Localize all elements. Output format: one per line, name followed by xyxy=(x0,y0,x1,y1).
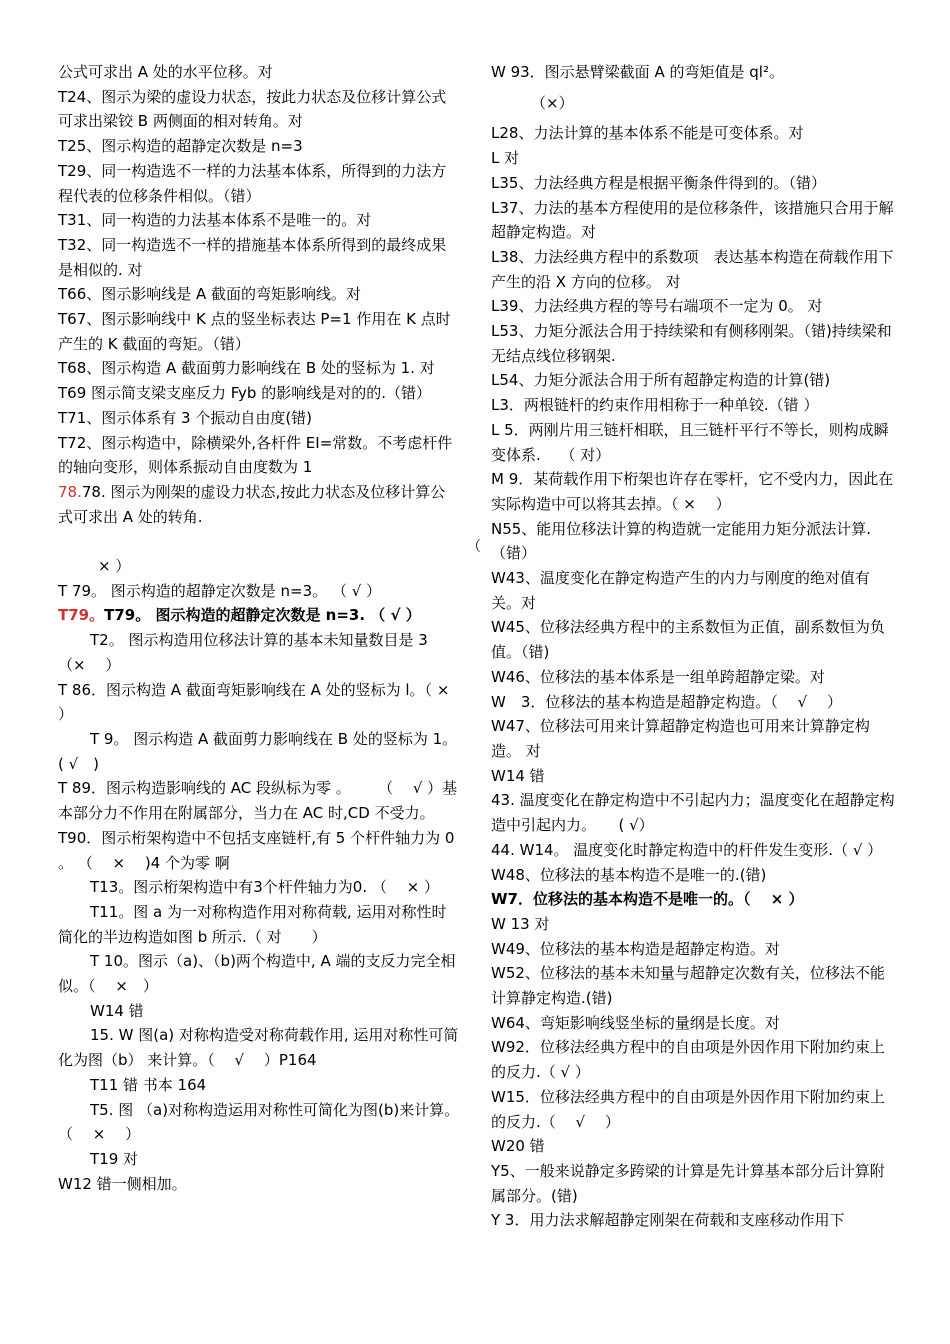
text-line: T31、同一构造的力法基本体系不是唯一的。对 xyxy=(58,211,372,230)
text-line: W49、位移法的基本构造是超静定构造。对 xyxy=(491,939,780,958)
text-line: W64、弯矩影响线竖坐标的量纲是长度。对 xyxy=(491,1013,780,1032)
text-line: T29、同一构造选不一样的力法基本体系，所得到的力法方程代表的位移条件相似。（错） xyxy=(58,161,447,205)
text-line: N55、能用位移法计算的构造就一定能用力矩分派法计算.（错） xyxy=(491,519,872,563)
text-line: T71、图示体系有 3 个振动自由度(错) xyxy=(58,408,313,427)
text-line: T5. 图 （a)对称构造运用对称性可简化为图(b)来计算。（ × ） xyxy=(58,1100,460,1144)
text-line: T67、图示影响线中 K 点的竖坐标表达 P=1 作用在 K 点时产生的 K 截面的弯矩。（错） xyxy=(58,310,451,353)
text-line: W14 错 xyxy=(90,1001,144,1020)
text-line: T2。 图示构造用位移法计算的基本未知量数目是 3 （× ） xyxy=(58,631,433,674)
text-line: （×） xyxy=(531,93,574,112)
text-line: 15. W 图(a) 对称构造受对称荷载作用, 运用对称性可简化为图（b） 来计算。（ √ ）P164 xyxy=(58,1026,459,1070)
text-line: T25、图示构造的超静定次数是 n=3 xyxy=(58,137,303,156)
text-line: L54、力矩分派法合用于所有超静定构造的计算(错) xyxy=(491,371,831,390)
text-line: T 10。图示（a)、（b)两个构造中, A 端的支反力完全相似。（ × ） xyxy=(58,952,456,996)
right-column xyxy=(491,60,896,1233)
text-line: W92．位移法经典方程中的自由项是外因作用下附加约束上的反力.（ √ ） xyxy=(491,1038,885,1082)
text-line: T 89．图示构造影响线的 AC 段纵标为零 。 （ √ ）基本部分力不作用在附属部分，当力在 AC 时,CD 不受力。 xyxy=(58,779,458,823)
text-line: W48、位移法的基本构造不是唯一的.(错) xyxy=(491,865,767,884)
text-line: L28、力法计算的基本体系不能是可变体系。对 xyxy=(491,124,804,143)
stray-paren: （ xyxy=(467,539,481,555)
text-line: L38、力法经典方程中的系数项 表达基本构造在荷载作用下产生的沿 X 方向的位移。 对 xyxy=(491,247,894,291)
text-line: T66、图示影响线是 A 截面的弯矩影响线。对 xyxy=(58,285,362,304)
text-line: W46、位移法的基本体系是一组单跨超静定梁。对 xyxy=(491,667,825,686)
text-line: L53、力矩分派法合用于持续梁和有侧移刚架。（错)持续梁和无结点线位移钢架. xyxy=(491,322,892,365)
left-column xyxy=(58,60,460,1196)
text-line: T72、图示构造中，除横梁外,各杆件 EI=常数。不考虑杆件的轴向变形，则体系振动自由度数为 1 xyxy=(58,433,453,477)
text-line: L35、力法经典方程是根据平衡条件得到的。（错） xyxy=(491,173,826,192)
text-line: L37、力法的基本方程使用的是位移条件，该措施只合用于解超静定构造。对 xyxy=(491,198,894,242)
text-line: W7．位移法的基本构造不是唯一的。（ × ） xyxy=(491,890,804,909)
text-line: W15．位移法经典方程中的自由项是外因作用下附加约束上的反力.（ √ ） xyxy=(491,1087,885,1131)
text-line: T11 错 书本 164 xyxy=(90,1075,207,1094)
text-line: T 9。 图示构造 A 截面剪力影响线在 B 处的竖标为 1。( √ ) xyxy=(58,729,458,773)
text-line: L 5．两刚片用三链杆相联，且三链杆平行不等长，则构成瞬变体系. （ 对） xyxy=(491,420,889,464)
text-line: T11。图 a 为一对称构造作用对称荷载, 运用对称性时简化的半边构造如图 b 所示.（ 对 ） xyxy=(58,902,447,946)
text-line: L39、力法经典方程的等号右端项不一定为 0。 对 xyxy=(491,297,823,316)
text-line: T90．图示桁架构造中不包括支座链杆,有 5 个杆件轴力为 0 。 （ × )4 个为零 啊 xyxy=(58,828,460,872)
blank-line xyxy=(58,529,460,554)
text-line: W47、位移法可用来计算超静定构造也可用来计算静定构造。 对 xyxy=(491,717,870,760)
text-line: Y 3．用力法求解超静定刚架在荷载和支座移动作用下 xyxy=(491,1211,845,1230)
text-line: W43、温度变化在静定构造产生的内力与刚度的绝对值有关。对 xyxy=(491,569,870,612)
text-line: T19 对 xyxy=(90,1149,139,1168)
text-line: Y5、一般来说静定多跨梁的计算是先计算基本部分后计算附属部分。(错) xyxy=(491,1161,885,1205)
text-line: W52、位移法的基本未知量与超静定次数有关，位移法不能计算静定构造.(错) xyxy=(491,964,885,1008)
text-line: T13。图示桁架构造中有3个杆件轴力为0. （ × ） xyxy=(90,878,439,897)
question-text: T79。 图示构造的超静定次数是 n=3. （ √ ） xyxy=(104,606,421,625)
text-line: W 3．位移法的基本构造是超静定构造。（ √ ） xyxy=(491,692,842,711)
text-line: T 79。 图示构造的超静定次数是 n=3。 （ √ ） xyxy=(58,581,382,600)
question-text: 78. 图示为刚架的虚设力状态,按此力状态及位移计算公式可求出 A 处的转角. xyxy=(58,482,446,526)
question-number: 78. xyxy=(58,482,82,501)
text-line: × ） xyxy=(98,557,131,576)
text-line xyxy=(58,603,460,628)
text-line: T69 图示简支梁支座反力 Fyb 的影响线是对的的.（错） xyxy=(58,384,431,403)
question-number: T79。 xyxy=(58,606,105,625)
text-line: 44. W14。 温度变化时静定构造中的杆件发生变形.（ √ ） xyxy=(491,840,883,859)
text-line: L 对 xyxy=(491,149,520,168)
text-line: W12 错一侧相加。 xyxy=(58,1174,187,1193)
text-line xyxy=(58,480,460,529)
text-line: W20 错 xyxy=(491,1137,545,1156)
text-line: M 9．某荷载作用下桁架也许存在零杆，它不受内力，因此在实际构造中可以将其去掉。（ × ） xyxy=(491,470,894,513)
text-line: T32、同一构造选不一样的措施基本体系所得到的最终成果是相似的. 对 xyxy=(58,235,447,279)
text-line: 43. 温度变化在静定构造中不引起内力；温度变化在超静定构造中引起内力。 ( √） xyxy=(491,791,895,835)
text-line: T68、图示构造 A 截面剪力影响线在 B 处的竖标为 1. 对 xyxy=(58,359,435,378)
text-line: W14 错 xyxy=(491,766,545,785)
text-line: L3．两根链杆的约束作用相称于一种单铰.（错 ） xyxy=(491,396,819,415)
text-line: W 13 对 xyxy=(491,914,550,933)
text-line: T24、图示为梁的虚设力状态，按此力状态及位移计算公式可求出梁铰 B 两侧面的相对转角。对 xyxy=(58,87,447,131)
text-line: T 86．图示构造 A 截面弯矩影响线在 A 处的竖标为 l。（ × ） xyxy=(58,680,455,724)
text-line: W45、位移法经典方程中的主系数恒为正值，副系数恒为负值。（错) xyxy=(491,618,885,662)
text-line: 公式可求出 A 处的水平位移。对 xyxy=(58,63,273,81)
text-line: W 93．图示悬臂梁截面 A 的弯矩值是 ql²。 xyxy=(491,63,784,81)
